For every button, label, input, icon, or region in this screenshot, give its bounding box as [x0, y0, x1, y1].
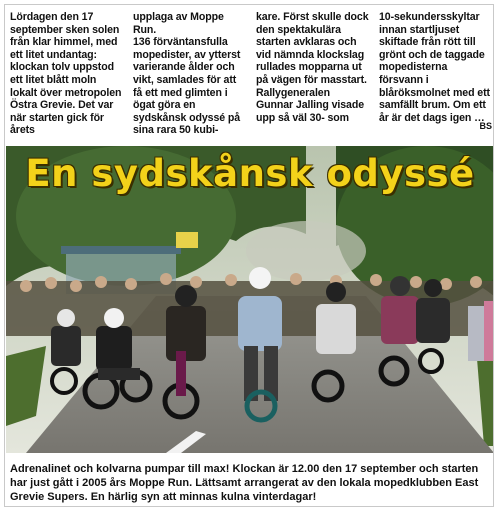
article-column-1 [10, 11, 123, 135]
article-column-3: kare. Först skulle dock den spektakulära starten avklaras och vid nämnda klockslag rullades mopparna ut på vägen för masstart. Rallygeneralen Gunnar Jalling visade upp så väl 30- som [256, 11, 369, 124]
photo-moped-rally-start [6, 146, 494, 453]
road-sign [176, 232, 198, 248]
article-column-2: upplaga av Moppe Run. 136 förväntansfulla mopedister, av ytterst varierande ålder och vikt, samlades för att få ett med glimten i ögat göra en sydskånsk odyssé på sina rara 50 kubi- [133, 11, 241, 137]
article-lead: Lördagen den 17 september [10, 11, 94, 36]
headline: En sydskånsk odyssé [25, 152, 475, 195]
bus-shelter-roof [61, 246, 181, 254]
article-col1-text: sken solen från klar himmel, med ett litet undantag: klockan tolv uppstod ett litet blått moln lokalt över metropolen Östra Grevie. Det var när starten gick för årets [10, 23, 122, 137]
article-body [10, 11, 492, 135]
photo-caption: Adrenalinet och kolvarna pumpar till max! Klockan är 12.00 den 17 september och starten har just gått i 2005 års Moppe Run. Lättsamt arrangerat av den lokala mopedklubben East Grevie Supers. En härlig syn att minnas kulna vinterdagar! [10, 463, 479, 503]
byline: BS [479, 121, 492, 131]
article-column-4: 10-sekundersskyltar innan startljuset skiftade från rött till grönt och de taggade mopedisterna försvann i blåröksmolnet med ett samfällt brum. Om ett år är det dags igen … [379, 11, 490, 124]
